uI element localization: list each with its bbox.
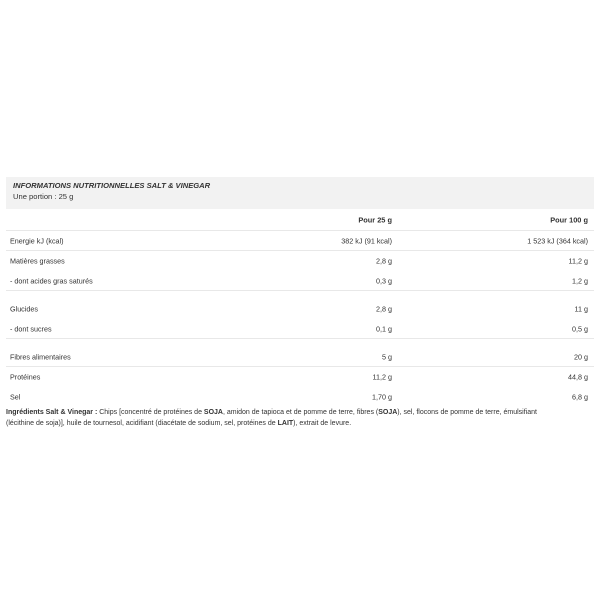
- nutrition-title: INFORMATIONS NUTRITIONNELLES SALT & VINEGAR: [13, 181, 211, 190]
- row-value-25g: 382 kJ (91 kcal): [341, 236, 392, 245]
- row-value-100g: 0,5 g: [572, 324, 588, 333]
- portion-size: Une portion : 25 g: [13, 192, 74, 201]
- row-label: Sel: [10, 392, 21, 402]
- row-label: Matières grasses: [10, 256, 65, 266]
- row-value-25g: 2,8 g: [376, 256, 392, 266]
- row-label: Protéines: [10, 372, 41, 382]
- table-row: [6, 367, 594, 387]
- ingredients-part: ), extrait de levure.: [293, 420, 352, 427]
- table-row: [6, 299, 594, 319]
- row-spacer: [6, 291, 594, 299]
- row-value-25g: 0,1 g: [376, 324, 392, 333]
- table-row: [6, 271, 594, 291]
- ingredients-text: [6, 407, 566, 429]
- table-row: [6, 319, 594, 339]
- allergen-lait: LAIT: [277, 420, 294, 427]
- table-row: [6, 347, 594, 367]
- nutrition-table: [6, 177, 594, 407]
- row-value-25g: 2,8 g: [376, 304, 392, 314]
- row-label: - dont acides gras saturés: [10, 276, 93, 285]
- ingredients-heading: Ingrédients Salt & Vinegar :: [6, 409, 98, 416]
- ingredients-part: , amidon de tapioca et de pomme de terre, fibres (: [222, 409, 379, 416]
- ingredients-part: ), sel, flocons de pomme de terre, émulsifiant (lécithine de soja)], huile de tournesol, acidifiant (diacétate de sodium, sel, protéines de: [6, 409, 537, 427]
- row-value-100g: 1 523 kJ (364 kcal): [527, 236, 588, 245]
- allergen-soja: SOJA: [203, 409, 223, 416]
- column-header-row: [6, 209, 594, 231]
- row-value-100g: 20 g: [574, 352, 588, 361]
- row-value-25g: 0,3 g: [376, 276, 392, 285]
- column-header-100g: Pour 100 g: [550, 215, 588, 224]
- table-row: [6, 251, 594, 271]
- row-value-25g: 5 g: [382, 352, 392, 361]
- row-label: Glucides: [10, 304, 38, 314]
- row-spacer: [6, 339, 594, 347]
- row-value-100g: 11 g: [574, 304, 588, 314]
- table-row: [6, 387, 594, 407]
- column-header-25g: Pour 25 g: [358, 215, 392, 224]
- row-label: Fibres alimentaires: [10, 352, 71, 361]
- ingredients-part: Chips [concentré de protéines de: [97, 409, 204, 416]
- row-value-100g: 6,8 g: [572, 392, 588, 402]
- row-value-100g: 44,8 g: [568, 372, 588, 382]
- row-label: - dont sucres: [10, 324, 52, 333]
- row-value-25g: 11,2 g: [372, 372, 392, 382]
- table-row: [6, 231, 594, 251]
- nutrition-header: [6, 177, 594, 209]
- row-value-100g: 1,2 g: [572, 276, 588, 285]
- row-label: Energie kJ (kcal): [10, 236, 64, 245]
- row-value-25g: 1,70 g: [372, 392, 392, 402]
- row-value-100g: 11,2 g: [568, 256, 588, 266]
- allergen-soja: SOJA: [378, 409, 398, 416]
